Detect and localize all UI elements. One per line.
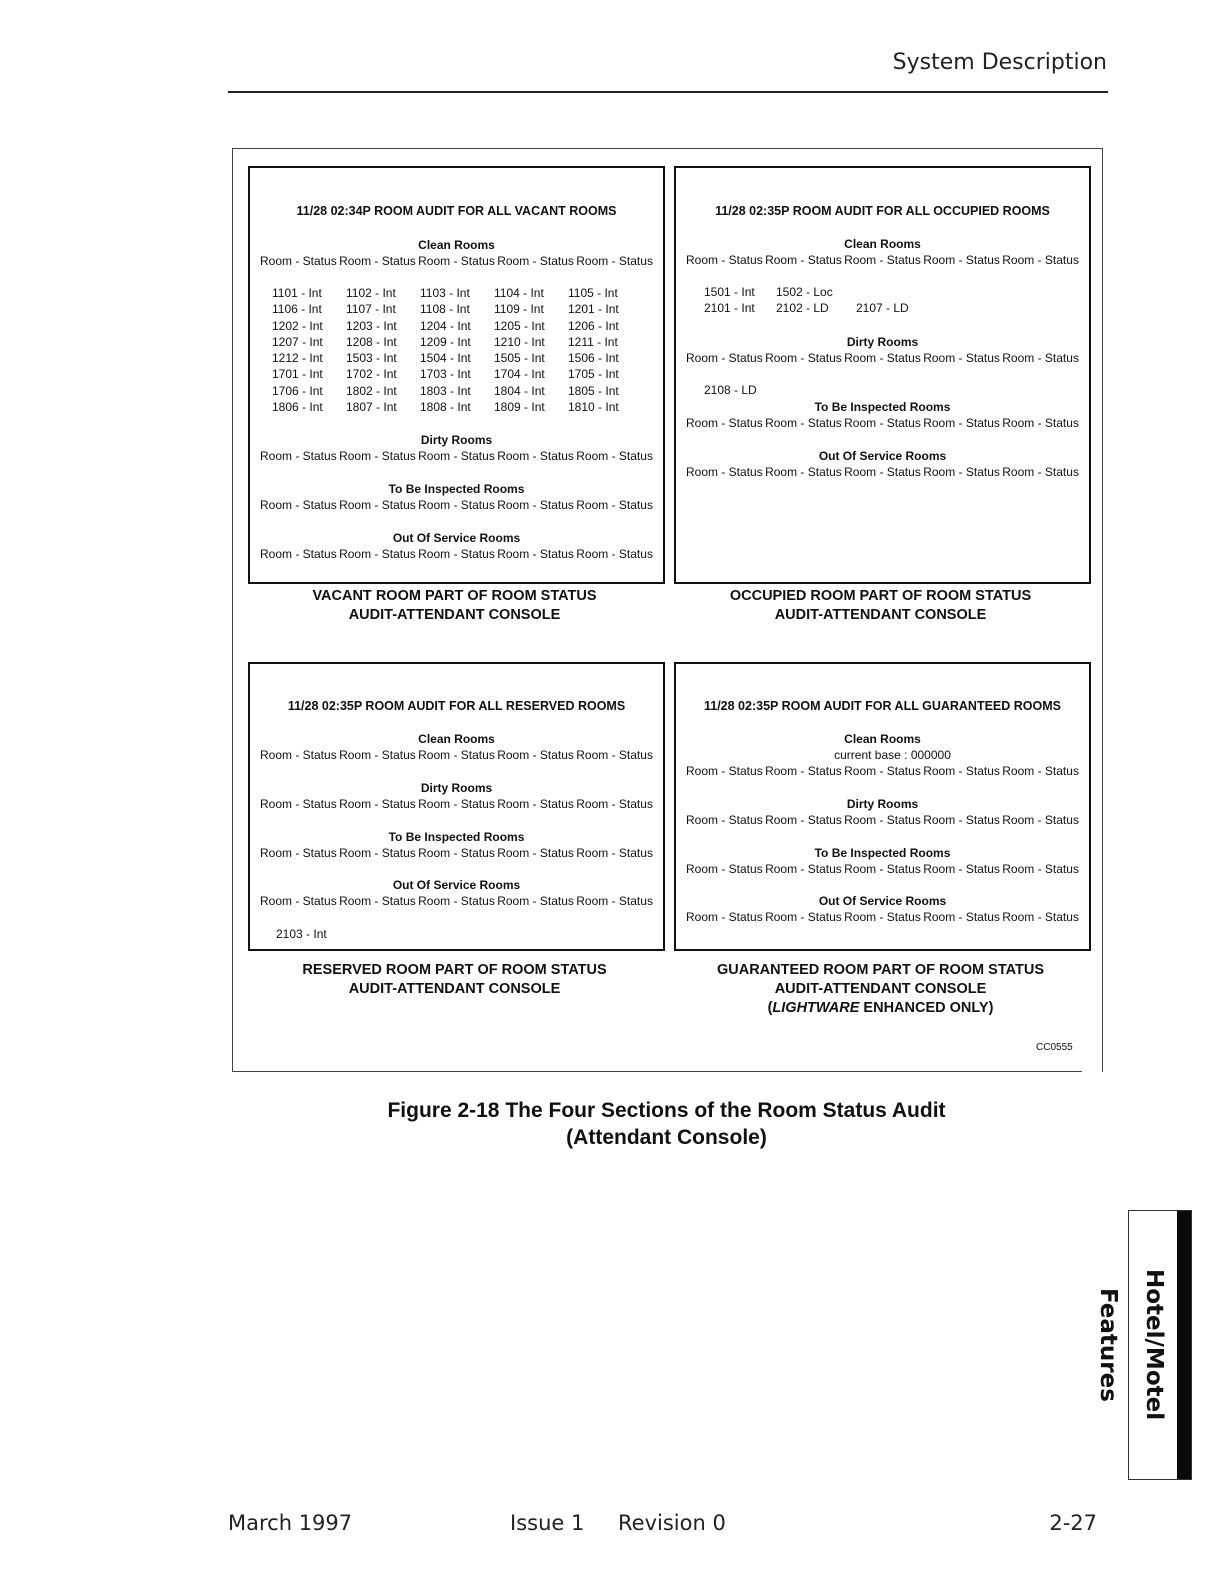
column-header: Room - Status [339, 498, 416, 512]
column-header: Room - Status [418, 797, 495, 811]
column-header: Room - Status [686, 416, 763, 430]
room-entry: 1807 - Int [346, 400, 397, 415]
vacant-rooms-panel [248, 166, 665, 584]
column-header: Room - Status [1002, 253, 1079, 267]
column-header: Room - Status [765, 351, 842, 365]
column-header: Room - Status [339, 748, 416, 762]
column-header: Room - Status [1002, 351, 1079, 365]
column-header: Room - Status [923, 910, 1000, 924]
column-header: Room - Status [923, 862, 1000, 876]
dirty-rooms-heading: Dirty Rooms [420, 781, 493, 795]
room-entry: 1805 - Int [568, 383, 619, 398]
column-header: Room - Status [844, 416, 921, 430]
room-entry: 1108 - Int [420, 302, 470, 317]
table-row [272, 319, 642, 335]
guaranteed-rooms-panel [674, 662, 1091, 951]
out-of-service-heading: Out Of Service Rooms [392, 878, 521, 892]
panel-title: 11/28 02:35P ROOM AUDIT FOR ALL RESERVED ROOMS [287, 699, 626, 713]
caption-line: VACANT ROOM PART OF ROOM STATUS [312, 588, 597, 604]
column-header: Room - Status [1002, 465, 1079, 479]
footer-date: March 1997 [228, 1511, 353, 1535]
column-header: Room - Status [686, 253, 763, 267]
lightware-label: LIGHTWARE [772, 1000, 860, 1016]
header-rule [228, 91, 1108, 93]
column-header: Room - Status [576, 797, 653, 811]
column-header: Room - Status [497, 894, 574, 908]
column-header-row [686, 813, 1079, 827]
column-header-row [686, 351, 1079, 365]
column-header: Room - Status [765, 862, 842, 876]
column-header-row [260, 547, 653, 561]
column-header: Room - Status [923, 351, 1000, 365]
to-be-inspected-heading: To Be Inspected Rooms [814, 400, 951, 414]
caption-line: AUDIT-ATTENDANT CONSOLE [774, 981, 987, 997]
room-entry: 1806 - Int [272, 400, 323, 415]
column-header: Room - Status [339, 254, 416, 268]
column-header: Room - Status [686, 910, 763, 924]
column-header: Room - Status [686, 764, 763, 778]
figure-frame-bottom [232, 1071, 1082, 1072]
column-header: Room - Status [497, 547, 574, 561]
column-header: Room - Status [765, 416, 842, 430]
column-header: Room - Status [418, 748, 495, 762]
caption-line: RESERVED ROOM PART OF ROOM STATUS [302, 962, 607, 978]
table-row [272, 286, 642, 302]
column-header-row [686, 416, 1079, 430]
room-entry: 1802 - Int [346, 383, 397, 398]
room-entry: 1102 - Int [346, 286, 396, 300]
room-entry: 1201 - Int [568, 302, 619, 317]
room-entry: 1210 - Int [494, 334, 545, 349]
column-header: Room - Status [844, 813, 921, 827]
clean-rooms-grid [272, 286, 642, 416]
column-header: Room - Status [418, 894, 495, 908]
out-of-service-heading: Out Of Service Rooms [392, 531, 521, 545]
out-of-service-heading: Out Of Service Rooms [818, 894, 947, 908]
column-header: Room - Status [260, 894, 337, 908]
column-header: Room - Status [765, 465, 842, 479]
column-header: Room - Status [923, 813, 1000, 827]
column-header-row [260, 846, 653, 860]
room-entry: 1101 - Int [272, 286, 322, 300]
column-header: Room - Status [260, 254, 337, 268]
room-entry: 1104 - Int [494, 286, 544, 300]
column-header: Room - Status [923, 416, 1000, 430]
room-entry: 1107 - Int [346, 302, 396, 317]
room-entry: 1810 - Int [568, 400, 619, 415]
column-header: Room - Status [260, 449, 337, 463]
column-header: Room - Status [418, 846, 495, 860]
footer-revision: Revision 0 [618, 1511, 726, 1535]
room-entry: 2101 - Int [704, 301, 755, 315]
column-header-row [686, 910, 1079, 924]
room-entry: 1501 - Int [704, 285, 755, 299]
column-header: Room - Status [1002, 862, 1079, 876]
room-entry: 1212 - Int [272, 351, 323, 366]
column-header: Room - Status [686, 351, 763, 365]
room-entry: 2103 - Int [276, 927, 327, 941]
room-entry: 1803 - Int [420, 383, 471, 398]
column-header-row [260, 797, 653, 811]
to-be-inspected-heading: To Be Inspected Rooms [388, 830, 525, 844]
room-entry: 2107 - LD [856, 301, 909, 315]
column-header: Room - Status [497, 254, 574, 268]
dirty-rooms-heading: Dirty Rooms [846, 797, 919, 811]
room-entry: 1203 - Int [346, 318, 397, 333]
caption-note [674, 999, 1087, 1018]
column-header: Room - Status [497, 797, 574, 811]
caption-line: AUDIT-ATTENDANT CONSOLE [774, 607, 987, 623]
caption-line: GUARANTEED ROOM PART OF ROOM STATUS [716, 962, 1045, 978]
section-tab-bar [1177, 1211, 1191, 1479]
column-header: Room - Status [1002, 416, 1079, 430]
room-entry: 1505 - Int [494, 351, 545, 366]
table-row [272, 302, 642, 318]
room-entry: 1502 - Loc [776, 285, 833, 299]
column-header-row [260, 894, 653, 908]
column-header: Room - Status [576, 894, 653, 908]
clean-rooms-heading: Clean Rooms [418, 238, 495, 252]
table-row [272, 351, 642, 367]
room-entry: 2102 - LD [776, 301, 829, 315]
column-header-row [686, 764, 1079, 778]
room-entry: 2108 - LD [704, 383, 757, 397]
column-header: Room - Status [497, 449, 574, 463]
dirty-rooms-heading: Dirty Rooms [846, 335, 919, 349]
out-of-service-heading: Out Of Service Rooms [818, 449, 947, 463]
caption-note-rest: ENHANCED ONLY) [859, 1000, 994, 1016]
room-entry: 1804 - Int [494, 383, 545, 398]
room-entry: 1211 - Int [568, 334, 618, 349]
column-header: Room - Status [765, 910, 842, 924]
column-header: Room - Status [576, 547, 653, 561]
column-header: Room - Status [576, 449, 653, 463]
room-entry: 1204 - Int [420, 318, 471, 333]
column-header-row [260, 254, 653, 268]
panel-title: 11/28 02:35P ROOM AUDIT FOR ALL OCCUPIED ROOMS [715, 204, 1050, 218]
room-entry: 1702 - Int [346, 367, 397, 382]
to-be-inspected-heading: To Be Inspected Rooms [388, 482, 525, 496]
footer-page-number: 2-27 [1049, 1511, 1097, 1535]
room-entry: 1208 - Int [346, 334, 397, 349]
vacant-panel-caption [248, 587, 661, 625]
column-header: Room - Status [418, 449, 495, 463]
column-header: Room - Status [923, 253, 1000, 267]
to-be-inspected-heading: To Be Inspected Rooms [814, 846, 951, 860]
figure-code: CC0555 [1036, 1042, 1073, 1053]
column-header: Room - Status [497, 846, 574, 860]
clean-rooms-heading: Clean Rooms [844, 237, 921, 251]
column-header: Room - Status [260, 498, 337, 512]
dirty-rooms-heading: Dirty Rooms [420, 433, 493, 447]
column-header: Room - Status [260, 547, 337, 561]
room-entry: 1103 - Int [420, 286, 470, 300]
column-header: Room - Status [1002, 764, 1079, 778]
footer-issue: Issue 1 [510, 1511, 585, 1535]
occupied-rooms-panel [674, 166, 1091, 584]
column-header: Room - Status [497, 748, 574, 762]
column-header: Room - Status [923, 465, 1000, 479]
room-entry: 1205 - Int [494, 318, 545, 333]
room-entry: 1704 - Int [494, 367, 545, 382]
room-entry: 1202 - Int [272, 318, 323, 333]
panel-title: 11/28 02:34P ROOM AUDIT FOR ALL VACANT ROOMS [296, 204, 617, 218]
column-header-row [686, 862, 1079, 876]
column-header: Room - Status [576, 748, 653, 762]
room-entry: 1105 - Int [568, 286, 618, 300]
column-header-row [686, 253, 1079, 267]
column-header: Room - Status [339, 449, 416, 463]
column-header: Room - Status [1002, 813, 1079, 827]
caption-line: AUDIT-ATTENDANT CONSOLE [348, 981, 561, 997]
occupied-panel-caption [674, 587, 1087, 625]
column-header: Room - Status [260, 748, 337, 762]
column-header: Room - Status [686, 465, 763, 479]
room-entry: 1504 - Int [420, 351, 471, 366]
column-header-row [260, 498, 653, 512]
column-header-row [260, 748, 653, 762]
figure-caption [232, 1097, 1101, 1151]
column-header: Room - Status [260, 846, 337, 860]
panel-title: 11/28 02:35P ROOM AUDIT FOR ALL GUARANTEED ROOMS [703, 699, 1061, 713]
column-header: Room - Status [844, 253, 921, 267]
room-entry: 1705 - Int [568, 367, 619, 382]
page-header-title: System Description [892, 50, 1107, 75]
caption-line: OCCUPIED ROOM PART OF ROOM STATUS [729, 588, 1032, 604]
column-header: Room - Status [844, 862, 921, 876]
caption-line: AUDIT-ATTENDANT CONSOLE [348, 607, 561, 623]
room-entry: 1106 - Int [272, 302, 322, 317]
current-base-note: current base : 000000 [834, 748, 951, 762]
column-header: Room - Status [339, 894, 416, 908]
column-header: Room - Status [339, 547, 416, 561]
figure-caption-line: (Attendant Console) [566, 1126, 767, 1149]
column-header: Room - Status [686, 862, 763, 876]
column-header: Room - Status [686, 813, 763, 827]
room-entry: 1207 - Int [272, 334, 323, 349]
column-header: Room - Status [765, 813, 842, 827]
column-header: Room - Status [339, 846, 416, 860]
column-header: Room - Status [844, 764, 921, 778]
table-row [272, 400, 642, 416]
column-header: Room - Status [576, 498, 653, 512]
column-header: Room - Status [339, 797, 416, 811]
column-header: Room - Status [844, 465, 921, 479]
column-header: Room - Status [418, 254, 495, 268]
column-header: Room - Status [844, 910, 921, 924]
room-entry: 1809 - Int [494, 400, 545, 415]
column-header: Room - Status [497, 498, 574, 512]
column-header: Room - Status [576, 846, 653, 860]
column-header: Room - Status [418, 547, 495, 561]
table-row [272, 384, 642, 400]
reserved-panel-caption [248, 961, 661, 999]
column-header: Room - Status [765, 764, 842, 778]
column-header: Room - Status [844, 351, 921, 365]
room-entry: 1703 - Int [420, 367, 471, 382]
figure-caption-line: Figure 2-18 The Four Sections of the Room Status Audit [387, 1099, 946, 1122]
column-header: Room - Status [923, 764, 1000, 778]
section-tab [1095, 1210, 1192, 1480]
table-row [272, 367, 642, 383]
clean-rooms-heading: Clean Rooms [418, 732, 495, 746]
column-header: Room - Status [765, 253, 842, 267]
column-header: Room - Status [260, 797, 337, 811]
column-header: Room - Status [576, 254, 653, 268]
room-entry: 1503 - Int [346, 351, 397, 366]
room-entry: 1701 - Int [272, 367, 323, 382]
reserved-rooms-panel [248, 662, 665, 951]
column-header-row [260, 449, 653, 463]
room-entry: 1109 - Int [494, 302, 544, 317]
clean-rooms-heading: Clean Rooms [844, 732, 921, 746]
column-header-row [686, 465, 1079, 479]
room-entry: 1209 - Int [420, 334, 471, 349]
room-entry: 1506 - Int [568, 351, 619, 366]
guaranteed-panel-caption [674, 961, 1087, 1018]
table-row [272, 335, 642, 351]
room-entry: 1206 - Int [568, 318, 619, 333]
caption-note-open: ( [767, 1000, 773, 1016]
column-header: Room - Status [1002, 910, 1079, 924]
section-tab-label: Hotel/Motel Features [1095, 1269, 1167, 1421]
column-header: Room - Status [418, 498, 495, 512]
room-entry: 1706 - Int [272, 383, 323, 398]
room-entry: 1808 - Int [420, 400, 471, 415]
